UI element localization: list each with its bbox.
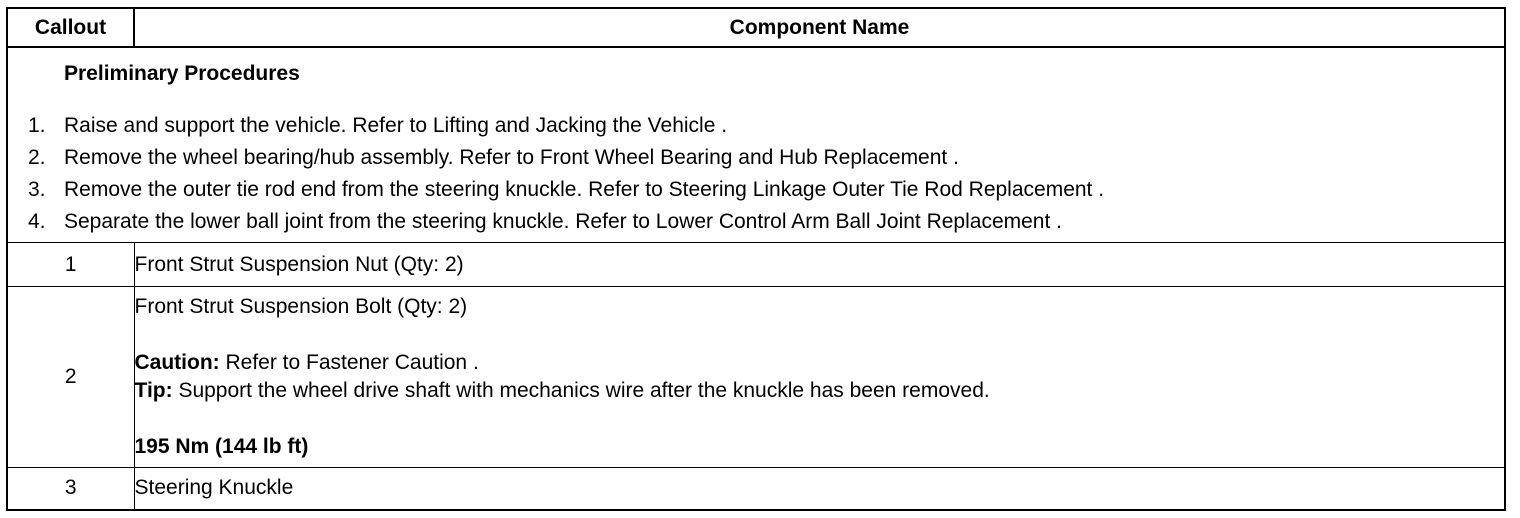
torque-spec: 195 Nm (144 lb ft) bbox=[134, 434, 309, 458]
caution-label: Caution: bbox=[134, 350, 220, 374]
component-name-header: Component Name bbox=[134, 8, 1505, 47]
tip-label: Tip: bbox=[134, 378, 173, 402]
component-table bbox=[6, 7, 1506, 511]
preliminary-title: Preliminary Procedures bbox=[64, 62, 300, 86]
procedure-step bbox=[8, 176, 1504, 204]
step-text: Remove the wheel bearing/hub assembly. Refer to Front Wheel Bearing and Hub Replacement . bbox=[64, 146, 959, 170]
step-number: 1. bbox=[28, 114, 46, 138]
step-number: 2. bbox=[28, 146, 46, 170]
component-name-cell: Steering Knuckle bbox=[134, 467, 1505, 510]
caution-text: Refer to Fastener Caution . bbox=[219, 350, 479, 374]
procedure-step bbox=[8, 112, 1504, 140]
spacer bbox=[135, 405, 1505, 433]
tip-note bbox=[135, 377, 1505, 405]
step-text: Remove the outer tie rod end from the steering knuckle. Refer to Steering Linkage Outer Tie Rod Replacement . bbox=[64, 178, 1105, 202]
table-row bbox=[7, 467, 1505, 510]
step-number: 3. bbox=[28, 178, 46, 202]
component-detail-cell bbox=[134, 286, 1505, 467]
header-row bbox=[7, 8, 1505, 47]
preliminary-row bbox=[7, 47, 1505, 243]
table-row bbox=[7, 286, 1505, 467]
procedure-list bbox=[8, 112, 1504, 236]
step-text: Raise and support the vehicle. Refer to Lifting and Jacking the Vehicle . bbox=[64, 114, 728, 138]
component-name: Front Strut Suspension Bolt (Qty: 2) bbox=[134, 294, 468, 318]
step-text: Separate the lower ball joint from the steering knuckle. Refer to Lower Control Arm Ball Joint Replacement . bbox=[64, 210, 1062, 234]
procedure-step bbox=[8, 208, 1504, 236]
caution-note bbox=[135, 349, 1505, 377]
callout-cell: 1 bbox=[7, 243, 134, 286]
callout-header: Callout bbox=[7, 8, 134, 47]
spacer bbox=[135, 321, 1505, 349]
procedure-step bbox=[8, 144, 1504, 172]
step-number: 4. bbox=[28, 210, 46, 234]
callout-cell: 3 bbox=[7, 467, 134, 510]
preliminary-cell bbox=[7, 47, 1505, 243]
component-name-cell: Front Strut Suspension Nut (Qty: 2) bbox=[134, 243, 1505, 286]
tip-text: Support the wheel drive shaft with mechanics wire after the knuckle has been removed. bbox=[172, 378, 990, 402]
callout-cell: 2 bbox=[7, 286, 134, 467]
table-row bbox=[7, 243, 1505, 286]
